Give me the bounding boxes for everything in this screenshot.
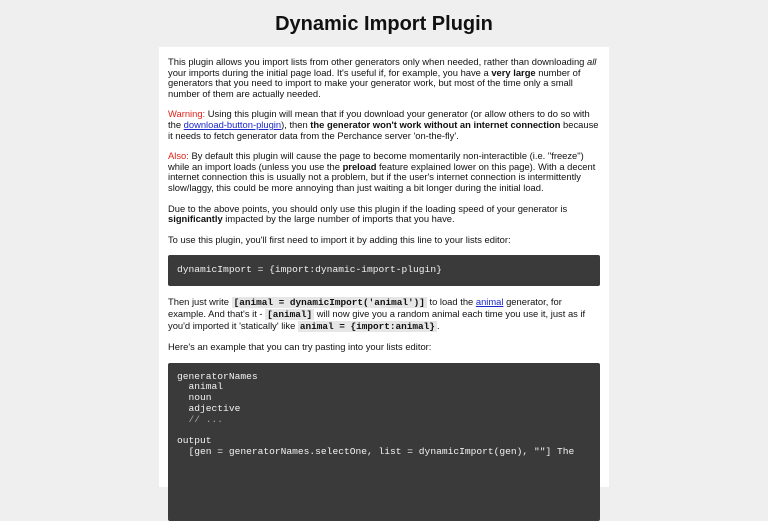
- also-text-2: feature explained lower on this page). With a decent internet connection this is usually not a problem, but if the user's internet connection is intermittently slow/laggy, this could be more annoying than just waiting a bit longer during the initial load.: [168, 160, 596, 193]
- warning-text-1: Using this plugin will mean that if you download your generator (or allow others to do so with the: [168, 108, 590, 130]
- due-paragraph: [168, 204, 600, 225]
- inline-code-animal: [animal]: [267, 308, 313, 320]
- example-intro-paragraph: Here's an example that you can try pasting into your lists editor:: [168, 341, 432, 353]
- then-text-3: generator, for example. And that's it -: [168, 296, 562, 319]
- intro-emphasis: all: [586, 56, 597, 67]
- also-text-1: By default this plugin will cause the page to become momentarily non-interactible (i.e. "freeze") while an import loads (unless you use the: [168, 150, 584, 172]
- due-text-2: impacted by the large number of imports that you have.: [222, 213, 455, 225]
- warning-strong: the generator won't work without an internet connection: [310, 118, 561, 130]
- code-line-5-comment: // ...: [177, 413, 224, 425]
- inline-code-dynamic-import: [animal = dynamicImport('animal')]: [233, 297, 425, 309]
- warning-text-2: ), then: [281, 118, 311, 130]
- animal-link[interactable]: animal: [475, 296, 504, 308]
- content-card: [159, 47, 609, 487]
- example-code-block[interactable]: [168, 363, 600, 521]
- warning-paragraph: [168, 109, 600, 141]
- code-line-7: output: [177, 435, 212, 447]
- code-line-3: noun: [177, 392, 212, 404]
- then-text-4: will now give you a random animal each time you use it, just as if you'd imported it 'statically' like: [168, 307, 586, 331]
- also-paragraph: [168, 151, 600, 193]
- then-paragraph: [168, 297, 600, 332]
- code-line-1: generatorNames: [177, 370, 258, 382]
- import-code-block[interactable]: [168, 255, 600, 286]
- due-strong: significantly: [168, 213, 223, 225]
- code-line-2: animal: [177, 381, 224, 393]
- due-text-1: Due to the above points, you should only use this plugin if the loading speed of your generator is: [168, 202, 568, 214]
- inline-code-static-import: animal = {import:animal}: [299, 320, 435, 332]
- code-line-4: adjective: [177, 403, 241, 415]
- then-text-5: .: [436, 319, 440, 331]
- intro-text-1: This plugin allows you import lists from other generators only when needed, rather than downloading: [168, 56, 587, 67]
- code-line-6: [177, 426, 591, 437]
- then-text-1: Then just write: [168, 296, 232, 308]
- page-title: Dynamic Import Plugin: [275, 13, 493, 35]
- also-strong: preload: [342, 160, 377, 172]
- intro-strong: very large: [491, 66, 536, 78]
- warning-label: Warning:: [168, 108, 206, 120]
- intro-text-3: number of generators that you need to import to make your generator work, but most of the time only a small number of them are actually needed.: [168, 66, 581, 99]
- intro-paragraph: [168, 57, 600, 99]
- to-use-paragraph: To use this plugin, you'll first need to import it by adding this line to your lists editor:: [168, 233, 511, 245]
- download-button-plugin-link[interactable]: download-button-plugin: [183, 118, 282, 130]
- import-code-line: dynamicImport = {import:dynamic-import-plugin}: [177, 264, 442, 276]
- warning-text-3: because it needs to fetch generator data from the Perchance server 'on-the-fly'.: [168, 118, 599, 141]
- code-line-8: [gen = generatorNames.selectOne, list = dynamicImport(gen), ""] The: [177, 446, 575, 458]
- intro-text-2: your imports during the initial page load. It's useful if, for example, you have a: [168, 66, 492, 78]
- also-label: Also:: [168, 150, 189, 162]
- then-text-2: to load the: [426, 296, 476, 308]
